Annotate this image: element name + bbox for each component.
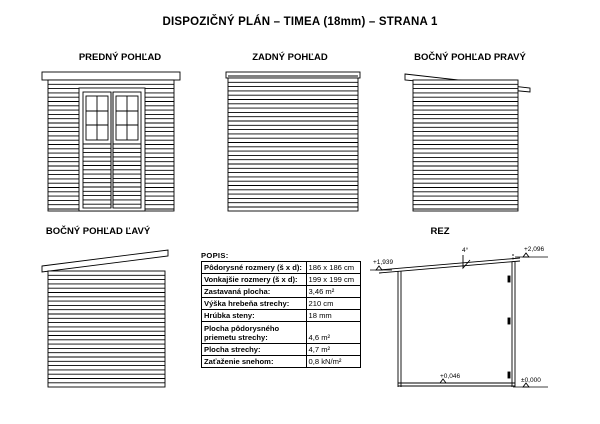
description-table [201, 251, 361, 368]
spec-row: Zaťaženie snehom: 0,8 kN/m² [202, 356, 361, 368]
side-left-view-label: BOČNÝ POHĽAD ĽAVÝ [45, 226, 151, 237]
back-wall-outline [228, 78, 358, 211]
section-drawing [370, 253, 548, 387]
spec-row: Plocha pôdorysného priemetu strechy: 4,6 m² [202, 322, 361, 344]
spec-row: Plocha strechy: 4,7 m² [202, 344, 361, 356]
description-heading: POPIS: [201, 251, 229, 260]
ground-level-mark: ±0,000 [521, 377, 541, 384]
spec-row: Výška hrebeňa strechy: 210 cm [202, 298, 361, 310]
spec-row: Zastavaná plocha: 3,46 m² [202, 286, 361, 298]
side-right-view-label: BOČNÝ POHĽAD PRAVÝ [414, 52, 526, 63]
page-title: DISPOZIČNÝ PLÁN – TIMEA (18mm) – STRANA 1 [162, 16, 438, 28]
spec-row: Vonkajšie rozmery (š x d): 199 x 199 cm [202, 274, 361, 286]
spec-row: Pôdorysné rozmery (š x d): 186 x 186 cm [202, 262, 361, 274]
roof-slope-mark: 4° [462, 247, 469, 254]
spec-row: Hrúbka steny: 18 mm [202, 310, 361, 322]
back-view-label: ZADNÝ POHĽAD [252, 52, 328, 63]
front-view-label: PREDNÝ POHĽAD [78, 52, 162, 63]
floor-level-mark: +0,046 [440, 373, 461, 380]
side-right-elevation [405, 74, 530, 211]
side-left-elevation [42, 250, 168, 387]
front-elevation [42, 72, 180, 211]
left-elevation-mark: +1,939 [373, 259, 394, 266]
back-elevation [226, 72, 360, 211]
section-view-label: REZ [430, 226, 450, 237]
right-elevation-mark: +2,096 [524, 246, 545, 253]
